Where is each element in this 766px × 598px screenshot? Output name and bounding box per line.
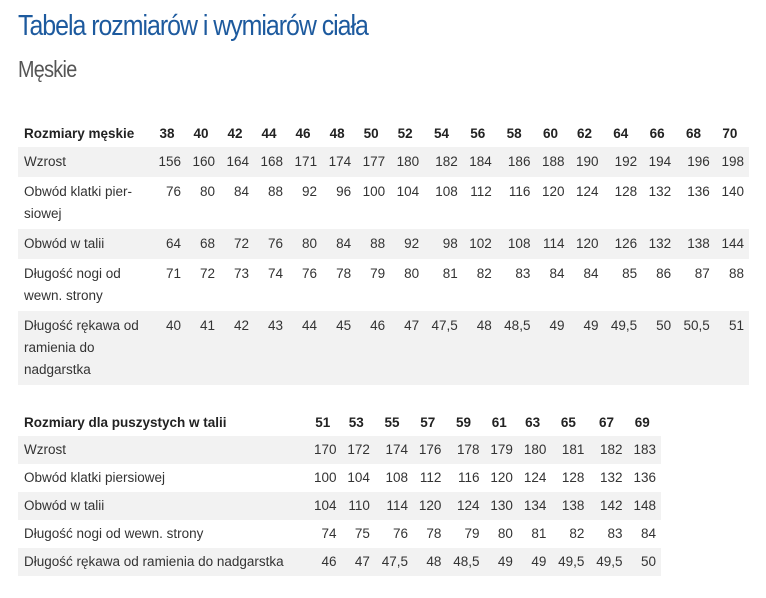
table-cell: 84 [549,266,565,281]
table-cell: 80 [200,184,216,199]
table-cell: 47,5 [375,548,413,576]
table-cell: 98 [424,229,463,259]
table-cell: 177 [356,147,390,177]
table-cell: 142 [589,492,627,520]
size-header-cell: 57 [420,415,436,430]
table-cell: 40 [152,311,186,385]
table-cell: 138 [676,229,715,259]
table-cell: 68 [186,229,220,259]
table-cell: 100 [313,470,337,485]
table-cell: 104 [396,184,420,199]
table-cell: 112 [470,184,492,199]
table-cell: 92 [390,229,424,259]
table-cell: 50 [627,548,661,576]
table-cell: 164 [220,147,254,177]
table-cell: 171 [288,147,322,177]
size-header-cell: 64 [613,126,629,141]
table-cell: 120 [541,184,565,199]
table-row [18,492,661,520]
table-header-row [18,410,661,436]
table-cell: 100 [362,184,386,199]
size-header-cell: 59 [455,415,471,430]
table-header-label: Rozmiary dla puszystych w talii [24,415,227,430]
size-header-cell: 40 [193,126,209,141]
table-cell: 44 [288,311,322,385]
size-header-cell: 48 [329,126,345,141]
table-cell: 132 [642,229,676,259]
table-cell: 179 [484,436,517,464]
table-cell: 84 [322,229,356,259]
table-cell: 78 [336,266,352,281]
size-header-cell: 60 [542,126,558,141]
size-header-cell: 70 [722,126,738,141]
table-cell: 124 [523,470,547,485]
table-cell: 49 [569,311,603,385]
table-cell: 134 [518,492,551,520]
table-cell: 148 [627,492,661,520]
size-header-cell: 52 [397,126,413,141]
table-cell: 49 [535,311,569,385]
table-cell: 43 [254,311,288,385]
table-cell: 79 [370,266,386,281]
size-header-cell: 56 [470,126,486,141]
table-cell: 104 [308,492,341,520]
table-cell: 144 [715,229,749,259]
table-cell: 48 [413,548,446,576]
table-cell: 75 [354,526,370,541]
table-cell: 110 [341,492,374,520]
table-row [18,548,661,576]
table-cell: 180 [390,147,424,177]
size-header-cell: 63 [525,415,541,430]
plus-size-table [18,410,661,576]
table-cell: 50,5 [676,311,715,385]
table-cell: 71 [165,266,182,281]
table-cell: 186 [497,147,536,177]
table-cell: 64 [152,229,186,259]
table-cell: 48,5 [446,548,484,576]
page-subtitle: Męskie [18,56,77,82]
table-cell: 102 [463,229,497,259]
size-header-cell: 61 [491,415,507,430]
table-cell: 108 [497,229,536,259]
row-label: Obwód klatki pier-siowej [24,184,133,221]
table-cell: 116 [457,470,480,485]
table-cell: 76 [302,266,318,281]
table-cell: 41 [186,311,220,385]
row-label: Obwód w talii [18,492,308,520]
row-label: Długość rękawa od ramienia do nadgarstka [18,311,152,385]
table-cell: 46 [356,311,390,385]
size-header-cell: 66 [649,126,665,141]
table-cell: 188 [535,147,569,177]
table-cell: 86 [656,266,672,281]
table-cell: 74 [268,266,284,281]
table-cell: 170 [308,436,341,464]
table-cell: 76 [392,526,408,541]
table-cell: 88 [728,266,744,281]
table-cell: 80 [288,229,322,259]
table-cell: 182 [589,436,627,464]
table-cell: 180 [518,436,551,464]
table-cell: 190 [569,147,603,177]
table-cell: 73 [234,266,250,281]
table-cell: 81 [531,526,547,541]
table-cell: 47 [390,311,424,385]
table-cell: 130 [484,492,517,520]
size-header-cell: 42 [227,126,243,141]
table-cell: 76 [165,184,182,199]
size-header-cell: 62 [576,126,592,141]
table-cell: 140 [721,184,744,199]
row-label: Wzrost [18,147,152,177]
size-header-cell: 54 [433,126,449,141]
table-cell: 124 [446,492,484,520]
size-header-cell: 55 [384,415,400,430]
table-cell: 178 [446,436,484,464]
table-cell: 181 [551,436,589,464]
table-cell: 156 [152,147,186,177]
table-cell: 50 [642,311,676,385]
table-cell: 160 [186,147,220,177]
table-cell: 108 [385,470,408,485]
table-cell: 168 [254,147,288,177]
table-cell: 132 [648,184,672,199]
table-cell: 87 [694,266,710,281]
table-cell: 85 [622,266,638,281]
table-cell: 132 [599,470,623,485]
table-cell: 46 [308,548,341,576]
table-row [18,520,661,548]
table-cell: 51 [715,311,749,385]
table-cell: 88 [356,229,390,259]
table-cell: 126 [603,229,642,259]
table-header-label: Rozmiary męskie [24,126,135,141]
size-header-cell: 38 [159,126,175,141]
table-cell: 174 [375,436,413,464]
table-cell: 128 [561,470,585,485]
table-cell: 83 [607,526,623,541]
table-cell: 198 [715,147,749,177]
table-row [18,436,661,464]
table-cell: 84 [583,266,599,281]
table-cell: 136 [687,184,710,199]
row-label: Obwód w talii [18,229,152,259]
table-cell: 138 [551,492,589,520]
table-cell: 112 [419,470,442,485]
table-cell: 194 [642,147,676,177]
table-cell: 116 [508,184,531,199]
table-row [18,147,749,177]
size-header-cell: 50 [363,126,379,141]
table-cell: 48,5 [497,311,536,385]
table-cell: 114 [535,229,569,259]
size-header-cell: 51 [315,415,331,430]
table-cell: 124 [575,184,599,199]
size-header-cell: 58 [506,126,522,141]
table-cell: 49 [484,548,517,576]
table-cell: 174 [322,147,356,177]
table-cell: 79 [464,526,480,541]
table-row [18,464,661,492]
table-cell: 83 [515,266,531,281]
table-cell: 80 [404,266,420,281]
table-cell: 78 [426,526,442,541]
table-cell: 74 [321,526,337,541]
table-cell: 49,5 [589,548,627,576]
table-cell: 136 [633,470,656,485]
table-cell: 104 [347,470,370,485]
table-cell: 176 [413,436,446,464]
table-row [18,311,749,385]
size-header-cell: 46 [295,126,311,141]
table-cell: 120 [413,492,446,520]
table-cell: 72 [220,229,254,259]
table-cell: 72 [200,266,216,281]
table-row [18,177,749,229]
table-cell: 120 [569,229,603,259]
table-cell: 84 [234,184,250,199]
table-cell: 49,5 [603,311,642,385]
table-cell: 192 [603,147,642,177]
row-label: Długość nogi od wewn. strony [24,526,204,541]
size-header-cell: 44 [261,126,277,141]
table-row [18,229,749,259]
table-cell: 48 [463,311,497,385]
row-label: Wzrost [18,436,308,464]
table-cell: 47,5 [424,311,463,385]
table-cell: 80 [497,526,513,541]
row-label: Długość rękawa od ramienia do nadgarstka [18,548,308,576]
size-header-cell: 65 [560,415,576,430]
table-row [18,259,749,311]
table-cell: 92 [302,184,318,199]
table-cell: 49,5 [551,548,589,576]
row-label: Obwód klatki piersiowej [24,470,166,485]
table-cell: 128 [614,184,638,199]
size-header-cell: 67 [598,415,614,430]
table-cell: 96 [336,184,352,199]
mens-size-table [18,121,749,385]
table-cell: 172 [341,436,374,464]
table-cell: 114 [375,492,413,520]
table-cell: 120 [490,470,513,485]
table-cell: 82 [569,526,585,541]
table-header-row [18,121,749,147]
table-cell: 182 [424,147,463,177]
table-cell: 76 [254,229,288,259]
size-header-cell: 53 [348,415,364,430]
row-label: Długość nogi od wewn. strony [24,266,121,303]
size-header-cell: 68 [685,126,701,141]
table-cell: 81 [442,266,458,281]
table-cell: 42 [220,311,254,385]
table-cell: 196 [676,147,715,177]
page-title: Tabela rozmiarów i wymiarów ciała [18,10,368,42]
table-cell: 183 [627,436,661,464]
table-cell: 108 [435,184,458,199]
table-cell: 184 [463,147,497,177]
size-header-cell: 69 [634,415,650,430]
table-cell: 82 [476,266,492,281]
table-cell: 88 [268,184,284,199]
table-cell: 84 [640,526,656,541]
table-cell: 45 [322,311,356,385]
table-cell: 47 [341,548,374,576]
table-cell: 49 [518,548,551,576]
